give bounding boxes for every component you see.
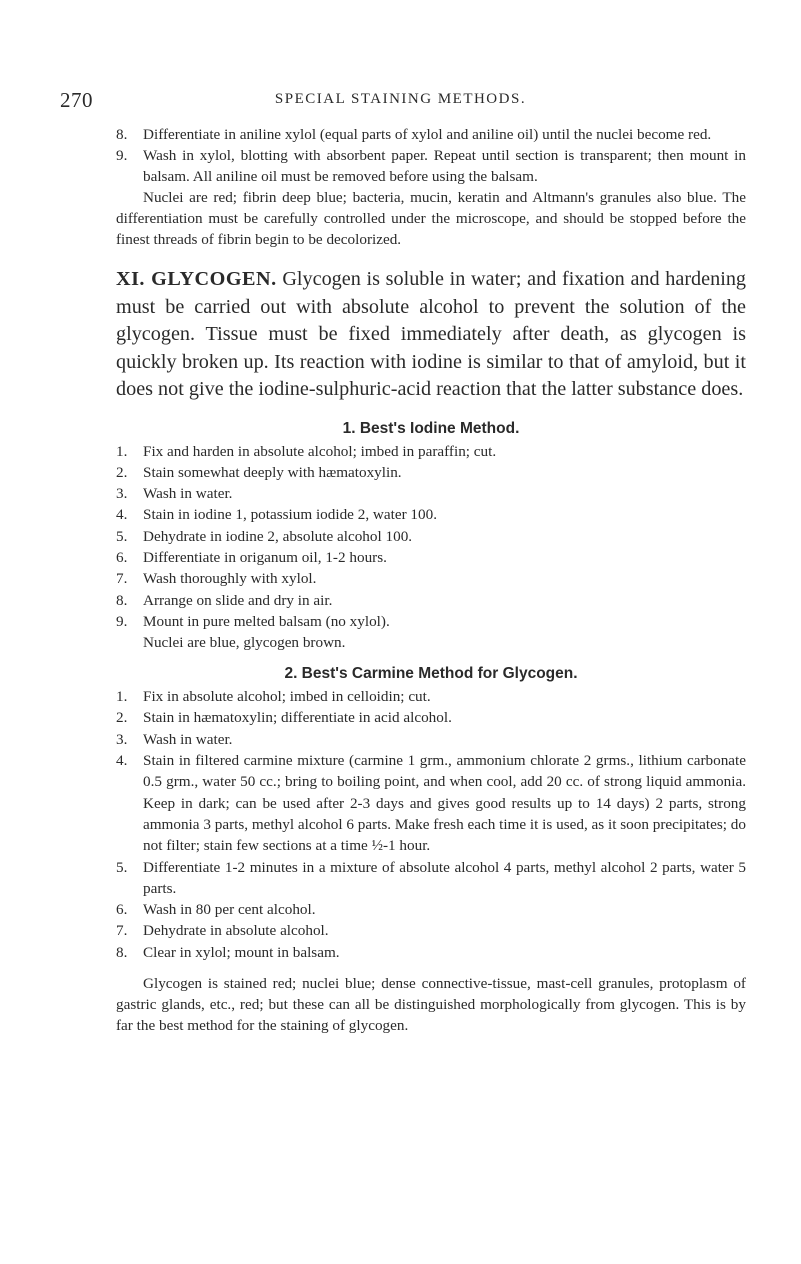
- section-intro-text: Glycogen is soluble in water; and fixation and hardening must be carried out with absolute alcohol to prevent the solution of the glycogen. Tissue must be fixed immediately after death, as glycogen is quickly broken up. Its reaction with iodine is similar to that of amyloid, but it does not give the iodine-sulphuric-acid reaction that the latter substance does.: [116, 268, 747, 400]
- step-text: Mount in pure melted balsam (no xylol).: [143, 612, 390, 630]
- step-number: 4.: [116, 506, 128, 524]
- step-text: Wash in xylol, blotting with absorbent paper. Repeat until section is transparent; then mount in balsam. All aniline oil must be removed before using the balsam.: [143, 147, 746, 185]
- step-item: [116, 750, 746, 856]
- step-text: Differentiate in aniline xylol (equal parts of xylol and aniline oil) until the nuclei become red.: [143, 126, 712, 143]
- step-item: [116, 568, 746, 589]
- step-number: 4.: [116, 752, 128, 770]
- step-number: 1.: [116, 442, 128, 460]
- step-item: [116, 547, 746, 568]
- step-item: [116, 145, 746, 187]
- step-number: 2.: [116, 709, 128, 727]
- step-number: 8.: [116, 591, 128, 609]
- step-text: Wash in water.: [143, 485, 233, 503]
- step-text: Stain in filtered carmine mixture (carmine 1 grm., ammonium chlorate 2 grms., lithium carbonate 0.5 grm., water 50 cc.; bring to boiling point, and when cool, add 20 cc. of strong liquid ammonia. Keep in dark; can be used after 2-3 days and gives good results up to 14 days) 2 parts, strong ammonia 3 parts, methyl alcohol 6 parts. Make fresh each time it is used, as it soon precipitates; do not filter; stain few sections at a time ½-1 hour.: [143, 752, 746, 855]
- step-text: Wash in water.: [143, 730, 233, 748]
- step-item: [116, 124, 746, 145]
- step-item: [116, 942, 746, 963]
- step-text: Wash thoroughly with xylol.: [143, 570, 317, 588]
- step-number: 3.: [116, 730, 128, 748]
- step-text: Stain in hæmatoxylin; differentiate in acid alcohol.: [143, 709, 452, 727]
- page-body: [116, 124, 746, 1036]
- step-number: 7.: [116, 570, 128, 588]
- step-text: Wash in 80 per cent alcohol.: [143, 901, 316, 919]
- method-1-title: 1. Best's Iodine Method.: [342, 419, 520, 437]
- step-text: Arrange on slide and dry in air.: [143, 591, 333, 609]
- step-number: 8.: [116, 943, 128, 961]
- step-number: 6.: [116, 901, 128, 919]
- step-item: [116, 483, 746, 504]
- step-number: 5.: [116, 527, 128, 545]
- step-item: [116, 707, 746, 728]
- step-item: [116, 462, 746, 483]
- method-1-steps: [116, 441, 746, 633]
- running-title: SPECIAL STAINING METHODS.: [274, 91, 527, 107]
- step-text: Dehydrate in iodine 2, absolute alcohol 100.: [143, 527, 413, 545]
- step-number: 1.: [116, 688, 128, 706]
- step-number: 9.: [116, 612, 128, 630]
- step-item: [116, 441, 746, 462]
- step-text: Dehydrate in absolute alcohol.: [143, 922, 329, 940]
- step-item: [116, 526, 746, 547]
- method-2-title: 2. Best's Carmine Method for Glycogen.: [284, 665, 578, 683]
- section-heading: XI. GLYCOGEN.: [116, 268, 277, 290]
- step-number: 3.: [116, 485, 128, 503]
- method-2-steps: [116, 686, 746, 963]
- step-number: 6.: [116, 548, 128, 566]
- step-text: Stain in iodine 1, potassium iodide 2, water 100.: [143, 506, 438, 524]
- step-text: Fix in absolute alcohol; imbed in celloidin; cut.: [143, 688, 431, 706]
- step-number: 9.: [116, 147, 128, 164]
- step-item: [116, 899, 746, 920]
- step-item: [116, 729, 746, 750]
- step-number: 5.: [116, 858, 128, 876]
- page-header: [60, 88, 741, 114]
- method-1-result: Nuclei are blue, glycogen brown.: [143, 634, 346, 652]
- step-number: 7.: [116, 922, 128, 940]
- page-number: 270: [60, 88, 93, 112]
- step-number: 8.: [116, 126, 128, 143]
- step-text: Clear in xylol; mount in balsam.: [143, 943, 340, 961]
- method-2-result: Glycogen is stained red; nuclei blue; dense connective-tissue, mast-cell granules, protoplasm of gastric glands, etc., red; but these can all be distinguished morphologically from glycogen. This is by far the best method for the staining of glycogen.: [116, 975, 746, 1035]
- glycogen-section-intro: [116, 266, 746, 404]
- result-paragraph: Nuclei are red; fibrin deep blue; bacteria, mucin, keratin and Altmann's granules also blue. The differentiation must be carefully controlled under the microscope, and should be stopped before the finest threads of fibrin begin to be decolorized.: [116, 189, 746, 248]
- step-item: [116, 857, 746, 900]
- step-item: [116, 611, 746, 632]
- step-text: Differentiate in origanum oil, 1-2 hours.: [143, 548, 387, 566]
- step-text: Differentiate 1-2 minutes in a mixture of absolute alcohol 4 parts, methyl alcohol 2 parts, water 5 parts.: [143, 858, 746, 897]
- step-text: Stain somewhat deeply with hæmatoxylin.: [143, 463, 402, 481]
- step-item: [116, 590, 746, 611]
- step-item: [116, 686, 746, 707]
- step-item: [116, 504, 746, 525]
- step-item: [116, 920, 746, 941]
- step-number: 2.: [116, 463, 128, 481]
- step-text: Fix and harden in absolute alcohol; imbed in paraffin; cut.: [143, 442, 497, 460]
